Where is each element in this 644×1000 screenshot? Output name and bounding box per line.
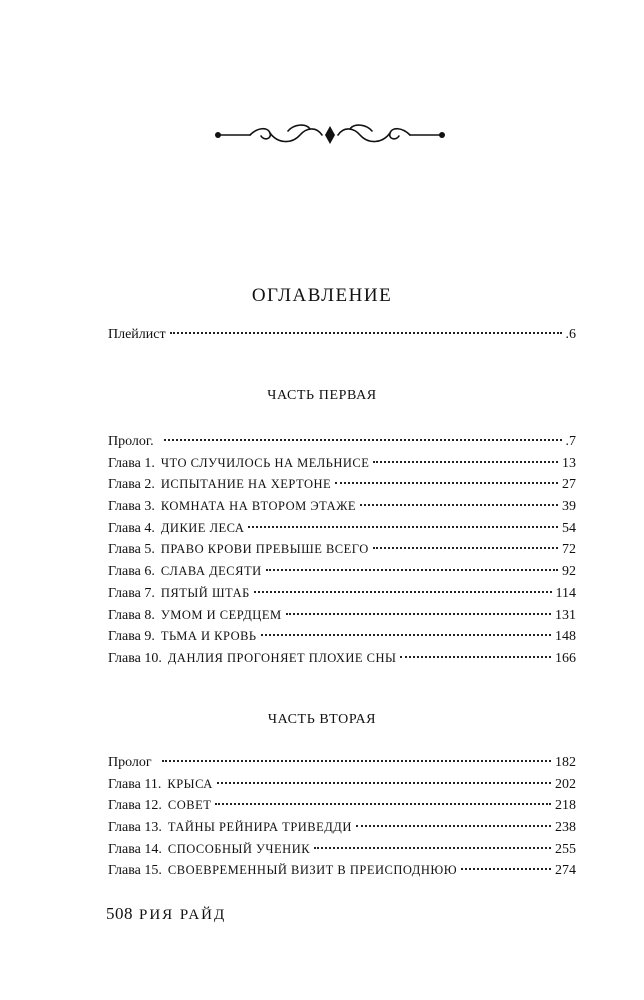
dot-leader — [248, 526, 558, 528]
dot-leader — [373, 547, 558, 549]
entry-label — [108, 518, 244, 540]
page-number: .7 — [565, 434, 576, 449]
chapter-number: Глава 15. — [108, 863, 162, 879]
toc-entry[interactable] — [108, 453, 576, 475]
dot-leader — [360, 504, 558, 506]
chapter-title: УМОМ И СЕРДЦЕМ — [160, 607, 282, 622]
toc-entry-playlist[interactable] — [108, 324, 576, 346]
chapter-number: Глава 3. — [108, 499, 155, 515]
chapter-number: Глава 1. — [108, 455, 155, 471]
toc-entry[interactable] — [108, 496, 576, 518]
dot-leader — [314, 847, 551, 849]
entry-label — [108, 431, 160, 453]
chapter-number: Глава 9. — [108, 629, 155, 645]
dot-leader — [400, 656, 551, 658]
page-number: 148 — [555, 629, 576, 645]
chapter-title: СПОСОБНЫЙ УЧЕНИК — [167, 841, 311, 856]
toc-heading: ОГЛАВЛЕНИЕ — [251, 285, 393, 306]
dot-leader — [356, 825, 551, 827]
chapter-title: ПЯТЫЙ ШТАБ — [160, 585, 250, 600]
chapter-number: Глава 12. — [108, 798, 162, 814]
page-footer — [106, 904, 226, 924]
footer-author: РИЯ РАЙД — [139, 907, 227, 923]
part-two-list — [108, 752, 576, 882]
dot-leader — [373, 461, 558, 463]
chapter-number: Глава 14. — [108, 841, 162, 857]
page-number: 274 — [555, 863, 576, 879]
page-number: 182 — [555, 755, 576, 770]
toc-entry[interactable] — [108, 474, 576, 496]
chapter-number: Глава 6. — [108, 564, 155, 580]
page-number: .6 — [565, 327, 576, 342]
page-number: 166 — [555, 650, 576, 666]
chapter-number: Глава 11. — [108, 776, 162, 792]
toc-entry[interactable] — [108, 539, 576, 561]
chapter-title: КРЫСА — [167, 776, 213, 791]
dot-leader — [461, 868, 551, 870]
toc-entry[interactable] — [108, 752, 576, 774]
toc-entry[interactable] — [108, 648, 576, 670]
entry-label — [108, 752, 158, 774]
page-number: 72 — [562, 542, 576, 558]
toc-entry[interactable] — [108, 817, 576, 839]
chapter-number: Глава 7. — [108, 585, 155, 601]
toc-entry[interactable] — [108, 518, 576, 540]
chapter-title: КОМНАТА НА ВТОРОМ ЭТАЖЕ — [160, 499, 357, 514]
toc-entry[interactable] — [108, 774, 576, 796]
page-number: 131 — [555, 607, 576, 623]
chapter-title: ИСПЫТАНИЕ НА ХЕРТОНЕ — [160, 477, 332, 492]
page-number: 54 — [562, 520, 576, 536]
dot-leader — [164, 439, 562, 441]
toc-entry[interactable] — [108, 561, 576, 583]
dot-leader — [335, 482, 558, 484]
entry-label — [108, 474, 331, 496]
page-number: 39 — [562, 499, 576, 515]
page-number: 202 — [555, 776, 576, 792]
toc-entry[interactable] — [108, 795, 576, 817]
page-number: 27 — [562, 477, 576, 493]
dot-leader — [215, 803, 551, 805]
chapter-number: Глава 2. — [108, 477, 155, 493]
page-number: 238 — [555, 820, 576, 836]
chapter-number: Глава 8. — [108, 607, 155, 623]
chapter-title: ЧТО СЛУЧИЛОСЬ НА МЕЛЬНИСЕ — [160, 455, 370, 470]
chapter-number: Глава 10. — [108, 650, 162, 666]
entry-label — [108, 839, 310, 861]
entry-label — [108, 774, 213, 796]
entry-label — [108, 626, 257, 648]
chapter-title: СЛАВА ДЕСЯТИ — [160, 564, 262, 579]
chapter-number: Глава 13. — [108, 820, 162, 836]
chapter-title: ПРАВО КРОВИ ПРЕВЫШЕ ВСЕГО — [160, 542, 369, 557]
part-two-heading: ЧАСТЬ ВТОРАЯ — [267, 712, 377, 727]
dot-leader — [266, 569, 558, 571]
dot-leader — [217, 782, 551, 784]
toc-entry[interactable] — [108, 626, 576, 648]
page-number: 255 — [555, 841, 576, 857]
chapter-title: СОВЕТ — [167, 798, 212, 813]
chapter-number: Пролог. — [108, 434, 154, 449]
entry-label — [108, 860, 457, 882]
entry-label — [108, 795, 211, 817]
toc-entry[interactable] — [108, 605, 576, 627]
entry-label: Плейлист — [108, 327, 166, 342]
toc-entry[interactable] — [108, 583, 576, 605]
chapter-number: Глава 5. — [108, 542, 155, 558]
chapter-title: ДАНЛИЯ ПРОГОНЯЕТ ПЛОХИЕ СНЫ — [167, 650, 397, 665]
page-number: 114 — [555, 585, 576, 601]
dot-leader — [162, 760, 551, 762]
dot-leader — [254, 591, 552, 593]
toc-entry[interactable] — [108, 860, 576, 882]
page-number: 13 — [562, 455, 576, 471]
chapter-title: ТЬМА И КРОВЬ — [160, 629, 257, 644]
footer-page-number: 508 — [106, 904, 133, 923]
chapter-title: СВОЕВРЕМЕННЫЙ ВИЗИТ В ПРЕИСПОДНЮЮ — [167, 863, 458, 878]
entry-label — [108, 817, 352, 839]
chapter-number: Глава 4. — [108, 520, 155, 536]
entry-label — [108, 605, 282, 627]
entry-label — [108, 539, 369, 561]
playlist-list — [108, 324, 576, 346]
dot-leader — [170, 332, 562, 334]
part-one-list — [108, 431, 576, 670]
entry-label — [108, 583, 250, 605]
chapter-title: ДИКИЕ ЛЕСА — [160, 520, 245, 535]
dot-leader — [261, 634, 551, 636]
dot-leader — [286, 613, 551, 615]
entry-label — [108, 453, 369, 475]
toc-entry[interactable] — [108, 431, 576, 453]
chapter-number: Пролог — [108, 755, 152, 770]
page-number: 92 — [562, 564, 576, 580]
toc-entry[interactable] — [108, 839, 576, 861]
entry-label — [108, 496, 356, 518]
part-one-heading: ЧАСТЬ ПЕРВАЯ — [267, 388, 377, 403]
decorative-ornament — [210, 118, 450, 152]
page-number: 218 — [555, 798, 576, 814]
entry-label — [108, 561, 262, 583]
chapter-title: ТАЙНЫ РЕЙНИРА ТРИВЕДДИ — [167, 820, 352, 835]
entry-label — [108, 648, 396, 670]
